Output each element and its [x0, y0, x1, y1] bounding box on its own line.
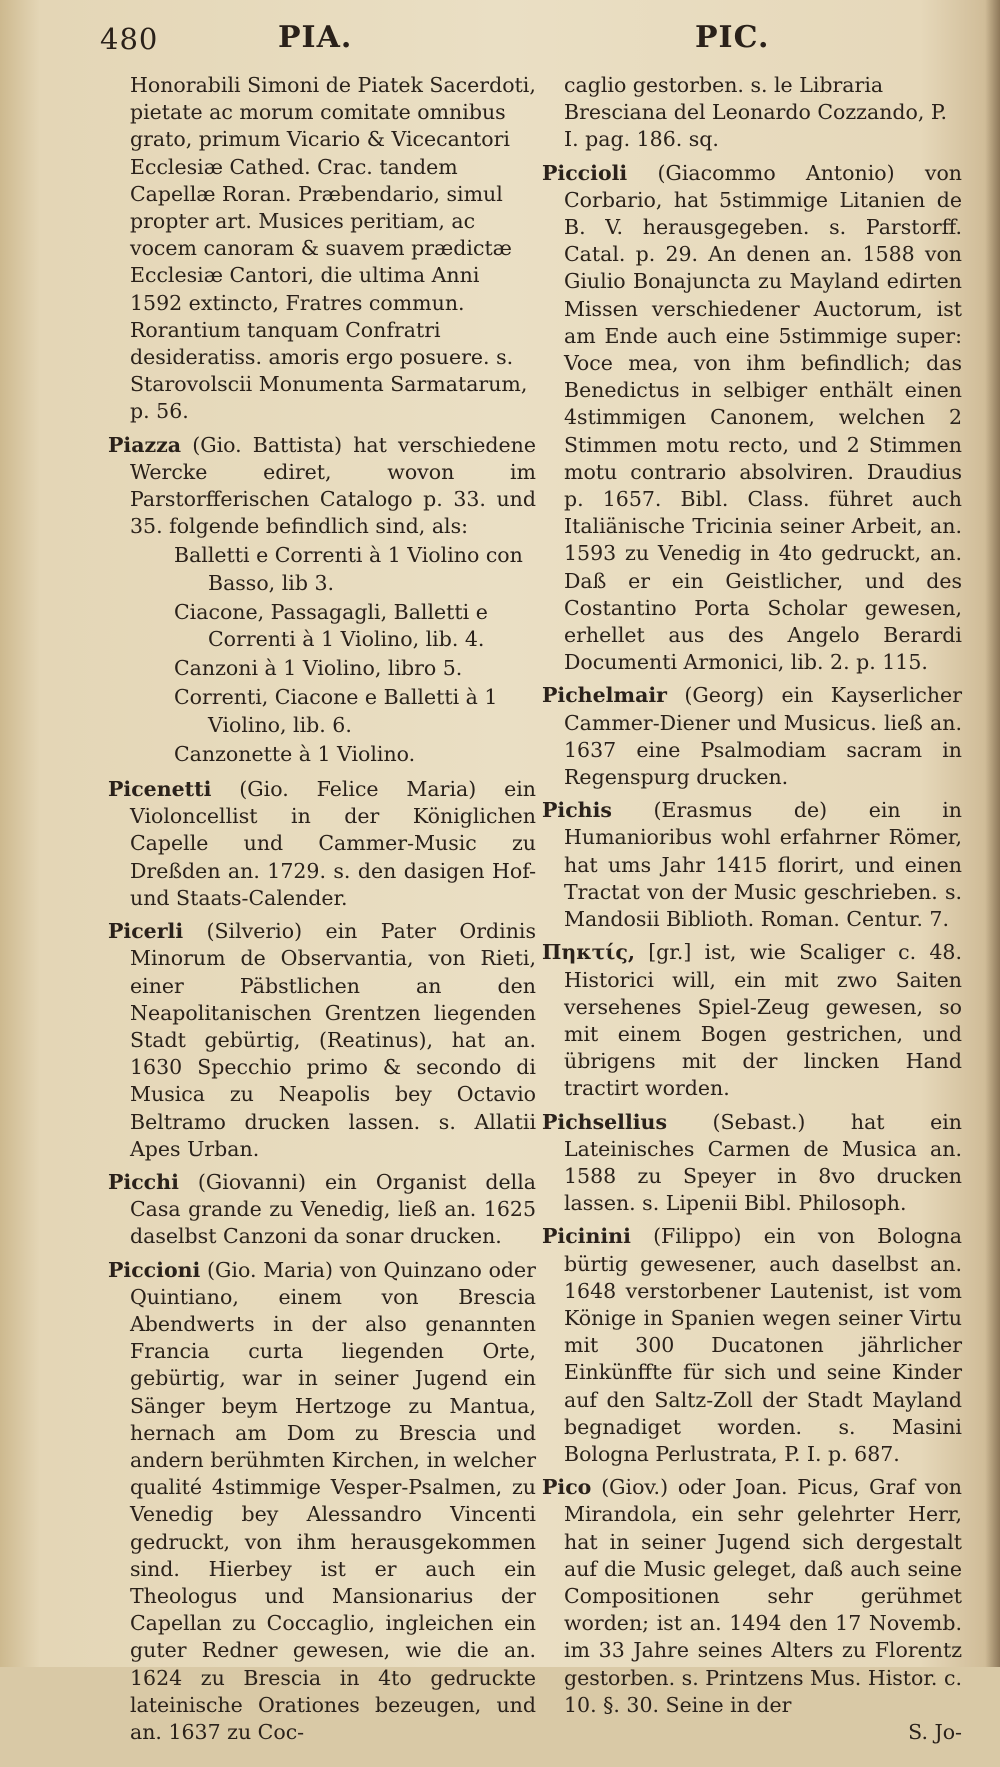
- entry-text: (Gio. Felice Maria) ein Violoncellist in der Königlichen Capelle und Cammer-Music zu Dreßden an. 1729. s. den dasigen Hof- und Staats-Calender.: [130, 777, 536, 910]
- work-item: Canzoni à 1 Violino, libro 5.: [174, 656, 463, 681]
- entry-continuation: Honorabili Simoni de Piatek Sacerdoti, pietate ac morum comitate omnibus grato, primum Vicario & Vicecantori Ecclesiæ Cathed. Crac. tandem Capellæ Roran. Præbendario, simul propter art. Musices peritiam, ac vocem canoram & suavem prædictæ Ecclesiæ Cantori, die ultima Anni 1592 extincto, Fratres commun. Rorantium tanquam Confratri desideratiss. amoris ergo posuere. s. Starovolscii Monumenta Sarmatarum, p. 56.: [130, 73, 536, 424]
- work-item: Canzonette à 1 Violino.: [174, 741, 416, 766]
- entry-text: (Georg) ein Kayserlicher Cammer-Diener und Musicus. ließ an. 1637 eine Psalmodiam sacram in Regenspurg drucken.: [564, 683, 962, 790]
- entry-piccioli: [542, 160, 962, 677]
- work-item: Ciacone, Passagagli, Balletti e Correnti à 1 Violino, lib. 4.: [174, 599, 488, 652]
- catchword: S. Jo-: [908, 1719, 962, 1744]
- entry-headword: Picchi: [108, 1169, 179, 1194]
- page-number: 480: [100, 22, 159, 56]
- entry-text: (Giacommo Antonio) von Corbario, hat 5stimmige Litanien de B. V. herausgegeben. s. Parstorff. Catal. p. 29. An denen an. 1588 von Giulio Bonajuncta zu Mayland edirten Missen verschiedener Auctorum, ist am Ende auch eine 5stimmige super: Voce mea, von ihm befindlich; das Benedictus in selbiger enthält einen 4stimmigen Canonem, welchen 2 Stimmen motu recto, und 2 Stimmen motu contrario absolviren. Draudius p. 1657. Bibl. Class. führet auch Italiänische Tricinia seiner Arbeit, an. 1593 zu Venedig in 4to gedruckt, an. Daß er ein Geistlicher, und des Costantino Porta Scholar gewesen, erhellet aus des Angelo Berardi Documenti Armonici, lib. 2. p. 115.: [564, 160, 962, 675]
- right-running-head: PIC.: [695, 20, 770, 55]
- entry-pichsellius: [542, 1109, 962, 1218]
- entry-picchi: [108, 1169, 536, 1251]
- entry-text: (Filippo) ein von Bologna bürtig gewesener, auch daselbst an. 1648 verstorbener Lautenist, ist vom Könige in Spanien wegen seiner Virtu mit 300 Ducatonen jährlicher Einkünffte für sich und seine Kinder auf den Saltz-Zoll der Stadt Mayland begnadiget worden. s. Masini Bologna Perlustrata, P. I. p. 687.: [564, 1224, 962, 1466]
- entry-headword: Pico: [542, 1475, 592, 1500]
- work-item: Correnti, Ciacone e Balletti à 1 Violino, lib. 6.: [174, 685, 498, 737]
- entry-headword: Picerli: [108, 919, 184, 944]
- entry-pichelmair: [542, 682, 962, 791]
- entry-headword: Piccioli: [542, 160, 628, 185]
- entry-headword: Piccioni: [108, 1257, 201, 1282]
- right-column: [542, 72, 962, 1767]
- entry-picinini: [542, 1223, 962, 1468]
- entry-text: (Erasmus de) ein in Humanioribus wohl erfahrner Römer, hat ums Jahr 1415 florirt, und einen Tractat von der Music geschrieben. s. Mandosii Biblioth. Roman. Centur. 7.: [564, 798, 962, 932]
- entry-continuation: caglio gestorben. s. le Libraria Bresciana del Leonardo Cozzando, P. I. pag. 186. sq.: [564, 73, 948, 152]
- page-edge-shadow: [985, 0, 1000, 1667]
- entry-text: [gr.] ist, wie Scaliger c. 48. Historici will, ein mit zwo Saiten versehenes Spiel-Zeug gewesen, so mit einem Bogen gestrichen, und übrigens mit der lincken Hand tractirt worden.: [564, 940, 962, 1101]
- entry-picenetti: [108, 776, 536, 912]
- entry-headword: Picinini: [542, 1224, 631, 1249]
- entry-text: (Sebast.) hat ein Lateinisches Carmen de Musica an. 1588 zu Speyer in 8vo drucken lassen. s. Lipenii Bibl. Philosoph.: [564, 1109, 962, 1216]
- entry-piazza: [108, 432, 536, 541]
- entry-text: (Gio. Maria) von Quinzano oder Quintiano, einem von Brescia Abendwerts in der also genannten Francia curta liegenden Orte, gebürtig, war in seiner Jugend ein Sänger beym Hertzoge zu Mantua, hernach am Dom zu Brescia und andern berühmten Kirchen, in welcher qualité 4stimmige Vesper-Psalmen, zu Venedig bey Alessandro Vincenti gedruckt, von ihm herausgekommen sind. Hierbey ist er auch ein Theologus und Mansionarius der Capellan zu Coccaglio, ingleichen ein guter Redner gewesen, wie die an. 1624 zu Brescia in 4to gedruckte lateinische Orationes bezeugen, und an. 1637 zu Coc-: [130, 1257, 536, 1744]
- entry-headword: Pichelmair: [542, 683, 667, 708]
- running-header: [0, 18, 1000, 68]
- left-column: [108, 72, 536, 1752]
- entry-headword: Picenetti: [108, 777, 212, 802]
- entry-headword: Pichis: [542, 798, 612, 823]
- entry-text: (Silverio) ein Pater Ordinis Minorum de Observantia, von Rieti, einer Päbstlichen an den Neapolitanischen Grentzen liegenden Stadt gebürtig, (Reatinus), hat an. 1630 Specchio primo & secondo di Musica zu Neapolis bey Octavio Beltramo drucken lassen. s. Allatii Apes Urban.: [130, 919, 536, 1161]
- entry-headword: Piazza: [108, 432, 182, 457]
- entry-piktis: [542, 939, 962, 1102]
- entry-pico: [542, 1474, 962, 1719]
- entry-picerli: [108, 918, 536, 1163]
- work-item: Balletti e Correnti à 1 Violino con Basso, lib 3.: [174, 543, 523, 595]
- left-running-head: PIA.: [278, 20, 353, 55]
- entry-text: (Giovanni) ein Organist della Casa grande zu Venedig, ließ an. 1625 daselbst Canzoni da sonar drucken.: [130, 1169, 536, 1249]
- entry-pichis: [542, 797, 962, 933]
- entry-piccioni: [108, 1257, 536, 1747]
- entry-text: (Giov.) oder Joan. Picus, Graf von Mirandola, ein sehr gelehrter Herr, hat in seiner Jugend sich dergestalt auf die Music geleget, daß auch seine Compositionen sehr gerühmet worden; ist an. 1494 den 17 Novemb. im 33 Jahre seines Alters zu Florentz gestorben. s. Printzens Mus. Histor. c. 10. §. 30. Seine in der: [564, 1475, 962, 1717]
- entry-headword: Pichsellius: [542, 1109, 667, 1134]
- entry-text: (Gio. Battista) hat verschiedene Wercke ediret, wovon im Parstorfferischen Catalogo p. 33. und 35. folgende befindlich sind, als:: [130, 432, 536, 539]
- entry-headword: Πηκτίς,: [542, 940, 635, 965]
